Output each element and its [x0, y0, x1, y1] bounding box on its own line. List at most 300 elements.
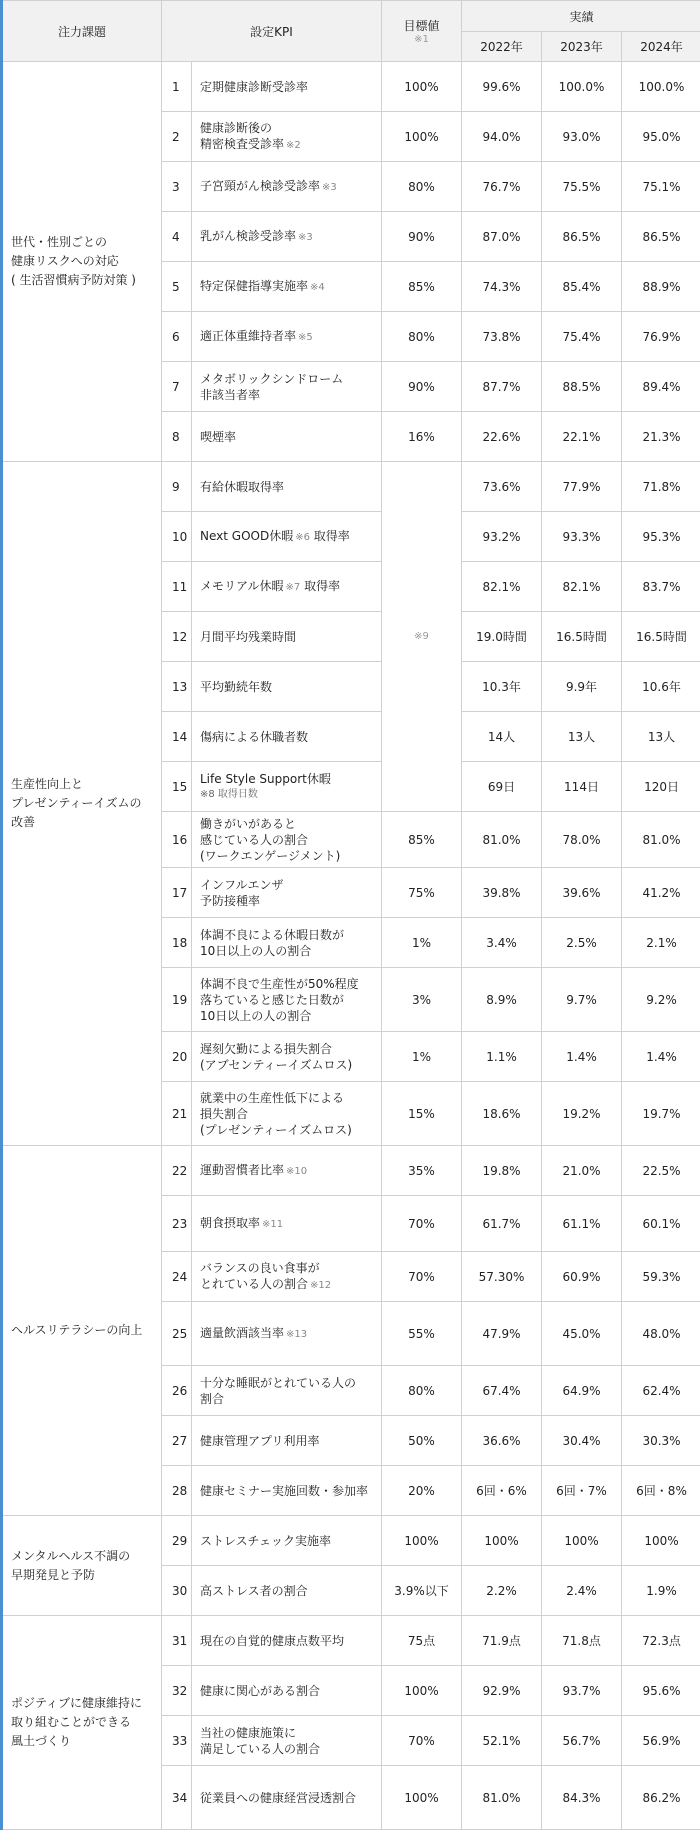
target-value: 85% [408, 279, 435, 294]
result-y2023-cell [542, 1716, 622, 1766]
kpi-number-cell [162, 412, 192, 462]
target-cell [382, 1666, 462, 1716]
result-y2024: 100.0% [638, 79, 685, 94]
kpi-number-cell [162, 212, 192, 262]
result-y2023-cell [542, 812, 622, 868]
kpi-number: 30 [172, 1583, 188, 1598]
kpi-number: 15 [172, 779, 188, 794]
target-cell [382, 1252, 462, 1302]
target-cell [382, 1146, 462, 1196]
kpi-label: 遅刻欠勤による損失割合 (アブセンティーイズムロス) [200, 1041, 353, 1072]
result-y2024-cell [622, 612, 700, 662]
kpi-cell [192, 362, 382, 412]
result-y2024: 95.6% [642, 1683, 681, 1698]
kpi-number: 28 [172, 1483, 188, 1498]
result-y2022: 92.9% [482, 1683, 521, 1698]
kpi-number-cell [162, 1196, 192, 1252]
result-y2024-cell [622, 1366, 700, 1416]
result-y2022: 99.6% [482, 79, 521, 94]
table-row [2, 62, 700, 112]
kpi-note: ※4 [310, 281, 325, 293]
target-value: 35% [408, 1163, 435, 1178]
result-y2022-cell [462, 1146, 542, 1196]
target-value: 75点 [407, 1634, 436, 1648]
kpi-cell [192, 62, 382, 112]
header-target [382, 1, 462, 62]
kpi-number-cell [162, 868, 192, 918]
result-y2024-cell [622, 262, 700, 312]
kpi-number: 34 [172, 1790, 188, 1805]
kpi-number-cell [162, 512, 192, 562]
result-y2024: 72.3点 [642, 1634, 681, 1648]
result-y2023-cell [542, 562, 622, 612]
target-cell [382, 162, 462, 212]
target-cell [382, 262, 462, 312]
result-y2023: 93.3% [562, 529, 601, 544]
target-cell [382, 918, 462, 968]
result-y2022: 52.1% [482, 1733, 521, 1748]
kpi-note: ※11 [262, 1218, 284, 1230]
kpi-label: 従業員への健康経営浸透割合 [200, 1790, 357, 1805]
result-y2024-cell [622, 1146, 700, 1196]
result-y2024-cell [622, 1766, 700, 1830]
target-cell [382, 1302, 462, 1366]
result-y2022: 81.0% [482, 832, 521, 847]
target-value: 85% [408, 832, 435, 847]
result-y2023: 2.4% [566, 1583, 597, 1598]
kpi-number: 13 [172, 679, 188, 694]
result-y2022-cell [462, 1716, 542, 1766]
kpi-number-cell [162, 1366, 192, 1416]
result-y2022: 93.2% [482, 529, 521, 544]
result-y2023: 39.6% [562, 885, 601, 900]
target-cell [382, 362, 462, 412]
kpi-number-cell [162, 1766, 192, 1830]
category-label: ヘルスリテラシーの向上 [11, 1323, 143, 1337]
result-y2023: 22.1% [562, 429, 601, 444]
kpi-label: 特定保健指導実施率 [200, 278, 309, 293]
result-y2024-cell [622, 712, 700, 762]
kpi-number-cell [162, 612, 192, 662]
result-y2022-cell [462, 968, 542, 1032]
kpi-number-cell [162, 1466, 192, 1516]
result-y2022: 22.6% [482, 429, 521, 444]
kpi-number: 6 [172, 329, 180, 344]
result-y2023: 21.0% [562, 1163, 601, 1178]
result-y2023-cell [542, 1196, 622, 1252]
result-y2023-cell [542, 362, 622, 412]
result-y2022-cell [462, 112, 542, 162]
result-y2022: 100% [484, 1533, 519, 1548]
header-target-label: 目標値 [403, 19, 440, 33]
result-y2024: 86.5% [642, 229, 681, 244]
kpi-number: 32 [172, 1683, 188, 1698]
result-y2023-cell [542, 868, 622, 918]
result-y2024-cell [622, 968, 700, 1032]
result-y2023: 61.1% [562, 1216, 601, 1231]
result-y2023-cell [542, 1082, 622, 1146]
result-y2024-cell [622, 1302, 700, 1366]
kpi-note: ※10 [286, 1165, 308, 1177]
result-y2022: 19.0時間 [476, 630, 527, 644]
table-row [2, 1616, 700, 1666]
kpi-number-cell [162, 62, 192, 112]
result-y2023-cell [542, 112, 622, 162]
result-y2022-cell [462, 1082, 542, 1146]
header-target-note: ※1 [414, 34, 429, 45]
result-y2024-cell [622, 162, 700, 212]
result-y2022-cell [462, 1616, 542, 1666]
kpi-cell [192, 512, 382, 562]
result-y2023-cell [542, 1516, 622, 1566]
result-y2022: 73.6% [482, 479, 521, 494]
result-y2024-cell [622, 212, 700, 262]
target-value: 16% [408, 429, 435, 444]
result-y2023-cell [542, 1146, 622, 1196]
kpi-number: 23 [172, 1216, 188, 1231]
result-y2024-cell [622, 1466, 700, 1516]
kpi-number-cell [162, 812, 192, 868]
result-y2024-cell [622, 1616, 700, 1666]
kpi-number: 17 [172, 885, 188, 900]
kpi-number: 8 [172, 429, 180, 444]
result-y2023: 100% [564, 1533, 599, 1548]
kpi-number-cell [162, 968, 192, 1032]
kpi-label: 有給休暇取得率 [200, 479, 285, 494]
result-y2022-cell [462, 612, 542, 662]
kpi-number-cell [162, 312, 192, 362]
result-y2022-cell [462, 1196, 542, 1252]
target-value: 1% [411, 935, 432, 950]
kpi-number-cell [162, 762, 192, 812]
kpi-number-cell [162, 662, 192, 712]
result-y2022: 10.3年 [482, 680, 521, 694]
result-y2022: 74.3% [482, 279, 521, 294]
target-cell [382, 462, 462, 812]
result-y2024: 100% [644, 1533, 679, 1548]
kpi-label: 健康管理アプリ利用率 [200, 1433, 320, 1448]
kpi-label: 平均勤続年数 [200, 679, 273, 694]
table-row [2, 1146, 700, 1196]
result-y2024: 48.0% [642, 1326, 681, 1341]
result-y2023-cell [542, 1566, 622, 1616]
result-y2023-cell [542, 212, 622, 262]
result-y2023: 2.5% [566, 935, 597, 950]
result-y2024-cell [622, 868, 700, 918]
result-y2024-cell [622, 762, 700, 812]
result-y2023: 75.4% [562, 329, 601, 344]
result-y2024-cell [622, 362, 700, 412]
result-y2024: 71.8% [642, 479, 681, 494]
kpi-label: 適量飲酒該当率 [200, 1325, 285, 1340]
result-y2024: 1.4% [646, 1049, 677, 1064]
target-value: 3% [411, 992, 432, 1007]
kpi-label: 朝食摂取率 [200, 1215, 261, 1230]
table-row [2, 462, 700, 512]
result-y2024-cell [622, 512, 700, 562]
kpi-note: ※12 [310, 1279, 332, 1291]
result-y2023-cell [542, 762, 622, 812]
kpi-label: 喫煙率 [200, 429, 237, 444]
kpi-label: 健康に関心がある割合 [200, 1683, 321, 1698]
kpi-number: 1 [172, 79, 180, 94]
category-label: ポジティブに健康維持に 取り組むことができる 風土づくり [11, 1696, 143, 1748]
result-y2023-cell [542, 162, 622, 212]
result-y2023: 85.4% [562, 279, 601, 294]
kpi-cell [192, 1416, 382, 1466]
kpi-label: インフルエンザ 予防接種率 [200, 877, 284, 908]
result-y2024-cell [622, 662, 700, 712]
result-y2024: 6回・8% [636, 1484, 687, 1498]
kpi-number-cell [162, 1516, 192, 1566]
result-y2023: 9.7% [566, 992, 597, 1007]
result-y2022: 2.2% [486, 1583, 517, 1598]
target-value: 100% [404, 129, 439, 144]
result-y2024: 75.1% [642, 179, 681, 194]
result-y2024-cell [622, 918, 700, 968]
category-cell [2, 1616, 162, 1830]
kpi-label: 働きがいがあると 感じている人の割合 (ワークエンゲージメント) [200, 816, 341, 863]
result-y2022: 69日 [487, 780, 516, 794]
target-value: 50% [408, 1433, 435, 1448]
result-y2024-cell [622, 1566, 700, 1616]
target-cell [382, 1616, 462, 1666]
result-y2022-cell [462, 1252, 542, 1302]
result-y2024: 62.4% [642, 1383, 681, 1398]
result-y2023-cell [542, 1666, 622, 1716]
result-y2022: 57.30% [478, 1269, 525, 1284]
result-y2022-cell [462, 1366, 542, 1416]
kpi-number: 33 [172, 1733, 188, 1748]
kpi-number-cell [162, 712, 192, 762]
result-y2024: 13人 [647, 730, 676, 744]
kpi-number-cell [162, 1302, 192, 1366]
result-y2023: 88.5% [562, 379, 601, 394]
target-value: ※9 [414, 631, 429, 642]
result-y2023: 19.2% [562, 1106, 601, 1121]
result-y2024-cell [622, 312, 700, 362]
target-value: 100% [404, 1533, 439, 1548]
target-cell [382, 868, 462, 918]
kpi-note: ※6 [295, 531, 310, 543]
kpi-label: 適正体重維持者率 [200, 328, 297, 343]
result-y2023: 30.4% [562, 1433, 601, 1448]
kpi-cell [192, 562, 382, 612]
kpi-cell [192, 1032, 382, 1082]
kpi-number: 4 [172, 229, 180, 244]
result-y2022-cell [462, 918, 542, 968]
target-cell [382, 1716, 462, 1766]
result-y2022-cell [462, 1666, 542, 1716]
target-cell [382, 968, 462, 1032]
kpi-label: 就業中の生産性低下による 損失割合 (プレゼンティーイズムロス) [200, 1090, 352, 1137]
result-y2023: 93.7% [562, 1683, 601, 1698]
result-y2024: 95.0% [642, 129, 681, 144]
kpi-cell [192, 262, 382, 312]
kpi-cell [192, 162, 382, 212]
kpi-label: 運動習慣者比率 [200, 1162, 285, 1177]
target-cell [382, 1082, 462, 1146]
result-y2022-cell [462, 512, 542, 562]
result-y2024: 83.7% [642, 579, 681, 594]
kpi-number-cell [162, 162, 192, 212]
target-value: 70% [408, 1733, 435, 1748]
kpi-cell [192, 968, 382, 1032]
category-cell [2, 62, 162, 462]
kpi-note: ※8 取得日数 [200, 788, 258, 800]
kpi-number-cell [162, 362, 192, 412]
target-value: 15% [408, 1106, 435, 1121]
result-y2022-cell [462, 812, 542, 868]
kpi-label: 乳がん検診受診率 [200, 228, 297, 243]
result-y2023: 114日 [564, 780, 599, 794]
kpi-number-cell [162, 1716, 192, 1766]
target-value: 55% [408, 1326, 435, 1341]
kpi-cell [192, 1766, 382, 1830]
kpi-number: 14 [172, 729, 188, 744]
result-y2022-cell [462, 412, 542, 462]
kpi-label: 健康セミナー実施回数・参加率 [200, 1483, 369, 1498]
result-y2022-cell [462, 262, 542, 312]
result-y2024: 30.3% [642, 1433, 681, 1448]
result-y2023: 45.0% [562, 1326, 601, 1341]
result-y2023: 78.0% [562, 832, 601, 847]
kpi-number-cell [162, 1666, 192, 1716]
target-cell [382, 1416, 462, 1466]
target-cell [382, 1566, 462, 1616]
result-y2024-cell [622, 412, 700, 462]
result-y2023-cell [542, 412, 622, 462]
kpi-number: 21 [172, 1106, 188, 1121]
kpi-number: 20 [172, 1049, 188, 1064]
result-y2022: 36.6% [482, 1433, 521, 1448]
result-y2023: 13人 [567, 730, 596, 744]
result-y2024-cell [622, 462, 700, 512]
result-y2023-cell [542, 1032, 622, 1082]
result-y2022: 39.8% [482, 885, 521, 900]
result-y2022: 82.1% [482, 579, 521, 594]
result-y2023-cell [542, 512, 622, 562]
target-value: 20% [408, 1483, 435, 1498]
kpi-number: 31 [172, 1633, 188, 1648]
target-value: 80% [408, 329, 435, 344]
category-label: 世代・性別ごとの 健康リスクへの対応 ( 生活習慣病予防対策 ) [11, 235, 136, 287]
header-year-2022: 2022年 [462, 32, 542, 62]
result-y2024-cell [622, 1716, 700, 1766]
kpi-number-cell [162, 112, 192, 162]
result-y2023-cell [542, 1416, 622, 1466]
kpi-cell [192, 1516, 382, 1566]
result-y2024: 88.9% [642, 279, 681, 294]
kpi-cell [192, 1716, 382, 1766]
kpi-label: バランスの良い食事が とれている人の割合 [200, 1260, 320, 1291]
header-year-2024: 2024年 [622, 32, 700, 62]
kpi-number: 27 [172, 1433, 188, 1448]
result-y2024: 22.5% [642, 1163, 681, 1178]
kpi-note: ※5 [298, 331, 313, 343]
kpi-note: ※7 [285, 581, 301, 593]
result-y2023-cell [542, 968, 622, 1032]
result-y2024: 41.2% [642, 885, 681, 900]
kpi-cell [192, 1196, 382, 1252]
kpi-label: 体調不良で生産性が50%程度 落ちていると感じた日数が 10日以上の人の割合 [200, 976, 359, 1023]
kpi-number-cell [162, 462, 192, 512]
result-y2024-cell [622, 1196, 700, 1252]
target-value: 1% [411, 1049, 432, 1064]
target-cell [382, 62, 462, 112]
target-value: 90% [408, 229, 435, 244]
kpi-number-cell [162, 1032, 192, 1082]
result-y2023-cell [542, 1366, 622, 1416]
target-value: 80% [408, 1383, 435, 1398]
result-y2024: 21.3% [642, 429, 681, 444]
result-y2022: 47.9% [482, 1326, 521, 1341]
result-y2024-cell [622, 112, 700, 162]
target-value: 100% [404, 79, 439, 94]
result-y2022-cell [462, 212, 542, 262]
result-y2022-cell [462, 1566, 542, 1616]
result-y2023: 84.3% [562, 1790, 601, 1805]
kpi-number: 25 [172, 1326, 188, 1341]
result-y2023-cell [542, 462, 622, 512]
target-cell [382, 1032, 462, 1082]
kpi-number: 18 [172, 935, 188, 950]
kpi-note: ※2 [286, 139, 301, 151]
kpi-cell [192, 412, 382, 462]
result-y2024-cell [622, 1032, 700, 1082]
kpi-cell [192, 212, 382, 262]
header-results: 実績 [462, 1, 700, 32]
kpi-number: 26 [172, 1383, 188, 1398]
kpi-label: Next GOOD休暇 [200, 528, 294, 543]
target-value: 70% [408, 1269, 435, 1284]
kpi-label: 現在の自覚的健康点数平均 [200, 1633, 345, 1648]
result-y2022: 73.8% [482, 329, 521, 344]
kpi-number-cell [162, 1252, 192, 1302]
result-y2023: 93.0% [562, 129, 601, 144]
kpi-number-cell [162, 918, 192, 968]
kpi-cell [192, 812, 382, 868]
result-y2024: 60.1% [642, 1216, 681, 1231]
kpi-number-cell [162, 1146, 192, 1196]
result-y2023-cell [542, 1252, 622, 1302]
result-y2023: 60.9% [562, 1269, 601, 1284]
result-y2023: 86.5% [562, 229, 601, 244]
kpi-label: ストレスチェック実施率 [200, 1533, 332, 1548]
kpi-label: メタボリックシンドローム 非該当者率 [200, 371, 344, 402]
result-y2023: 16.5時間 [556, 630, 607, 644]
kpi-label: 体調不良による休暇日数が 10日以上の人の割合 [200, 927, 345, 958]
kpi-number: 29 [172, 1533, 188, 1548]
result-y2022-cell [462, 1516, 542, 1566]
result-y2024: 2.1% [646, 935, 677, 950]
result-y2023-cell [542, 662, 622, 712]
kpi-cell [192, 712, 382, 762]
result-y2022-cell [462, 562, 542, 612]
target-value: 3.9%以下 [394, 1584, 449, 1598]
result-y2024: 10.6年 [642, 680, 681, 694]
target-cell [382, 1516, 462, 1566]
result-y2022: 6回・6% [476, 1484, 527, 1498]
result-y2022: 3.4% [486, 935, 517, 950]
kpi-number-cell [162, 1416, 192, 1466]
kpi-cell [192, 762, 382, 812]
header-year-2023: 2023年 [542, 32, 622, 62]
kpi-label: 傷病による休職者数 [200, 729, 309, 744]
kpi-label: 月間平均残業時間 [200, 629, 297, 644]
target-value: 75% [408, 885, 435, 900]
result-y2023-cell [542, 712, 622, 762]
